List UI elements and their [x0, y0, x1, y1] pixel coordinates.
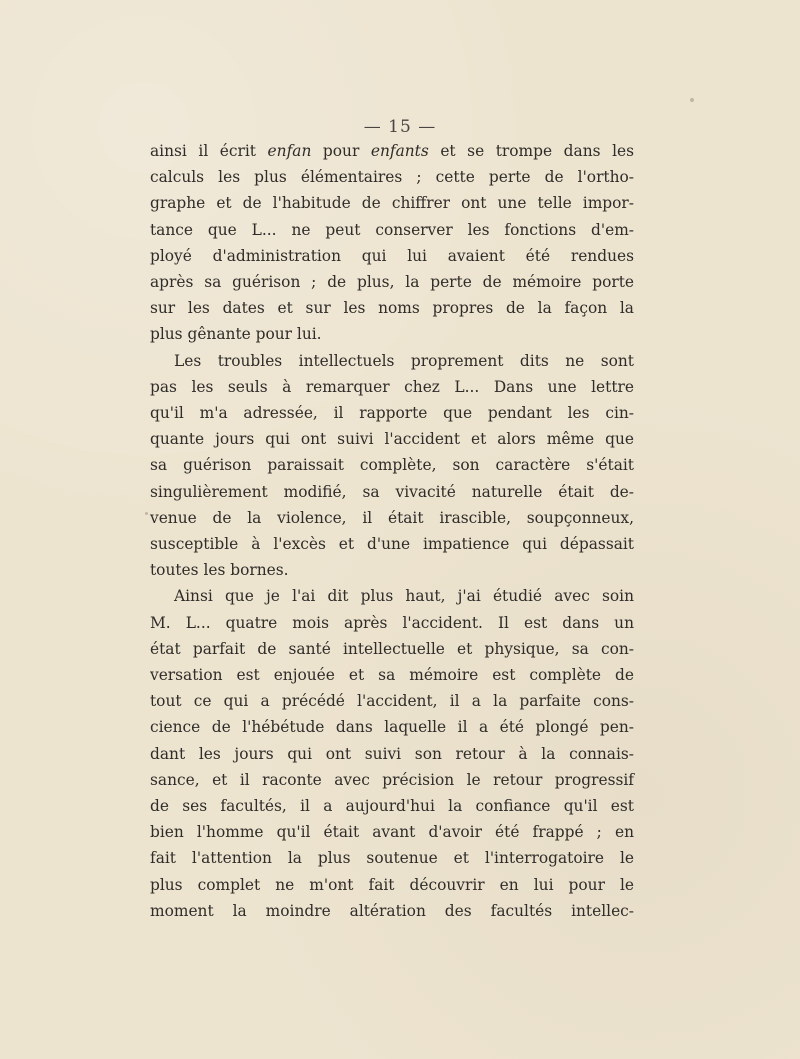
text-run: ainsi il écrit [150, 142, 268, 160]
text-run: quante jours qui ont suivi l'accident et alors même que [150, 430, 634, 449]
paper-speck [690, 98, 694, 102]
text-run: de ses facultés, il a aujourd'hui la confiance qu'il est [150, 797, 634, 816]
text-line [150, 138, 634, 164]
text-line [150, 688, 634, 714]
text-run: singulièrement modifié, sa vivacité naturelle était de- [150, 482, 634, 501]
text-line [150, 505, 634, 531]
text-line [150, 452, 634, 478]
text-run: Ainsi que je l'ai dit plus haut, j'ai étudié avec soin [174, 587, 634, 606]
text-line [150, 767, 634, 793]
text-line [150, 662, 634, 688]
text-line [150, 819, 634, 845]
body-text [150, 138, 634, 924]
text-line [150, 400, 634, 426]
text-line [150, 295, 634, 321]
text-run: versation est enjouée et sa mémoire est complète de [150, 666, 634, 685]
text-line [150, 898, 634, 924]
text-line [150, 348, 634, 374]
text-line [150, 636, 634, 662]
text-run: venue de la violence, il était irascible, soupçonneux, [150, 508, 634, 527]
text-run: M. L... quatre mois après l'accident. Il est dans un [150, 613, 634, 632]
text-line [150, 872, 634, 898]
text-run: dant les jours qui ont suivi son retour à la connais- [150, 744, 634, 763]
text-line [150, 190, 634, 216]
text-run: susceptible à l'excès et d'une impatience qui dépassait [150, 535, 634, 554]
text-run: plus complet ne m'ont fait découvrir en lui pour le [150, 875, 634, 894]
paper-speck [340, 884, 343, 887]
text-line [150, 583, 634, 609]
text-run: Les troubles intellectuels proprement dits ne sont [174, 351, 634, 370]
text-line [150, 531, 634, 557]
text-run: pas les seuls à remarquer chez L... Dans une lettre [150, 377, 634, 396]
text-run: moment la moindre altération des facultés intellec- [150, 901, 634, 920]
text-line [150, 243, 634, 269]
text-run: tance que L... ne peut conserver les fonctions d'em- [150, 220, 634, 239]
text-run: état parfait de santé intellectuelle et physique, sa con- [150, 639, 634, 658]
text-run: sur les dates et sur les noms propres de la façon la [150, 299, 634, 318]
text-run: après sa guérison ; de plus, la perte de mémoire porte [150, 273, 634, 292]
text-run: graphe et de l'habitude de chiffrer ont une telle impor- [150, 194, 634, 213]
text-run: cience de l'hébétude dans laquelle il a été plongé pen- [150, 718, 634, 737]
text-line [150, 479, 634, 505]
text-line [150, 845, 634, 871]
text-run: tout ce qui a précédé l'accident, il a la parfaite cons- [150, 692, 634, 711]
text-run: calculs les plus élémentaires ; cette perte de l'ortho- [150, 168, 634, 187]
italic-text-run: enfants [370, 142, 429, 160]
text-line [150, 374, 634, 400]
text-line [150, 164, 634, 190]
paper-speck [145, 512, 148, 515]
italic-text-run: enfan [267, 142, 312, 160]
text-line [150, 321, 634, 347]
text-run: ployé d'administration qui lui avaient été rendues [150, 246, 634, 265]
text-run: plus gênante pour lui. [150, 325, 322, 344]
text-run: pour [311, 142, 371, 160]
text-line [150, 217, 634, 243]
page-number: — 15 — [363, 117, 437, 137]
text-run: et se trompe dans les [428, 142, 634, 160]
text-run: toutes les bornes. [150, 561, 289, 580]
text-run: fait l'attention la plus soutenue et l'interrogatoire le [150, 849, 634, 868]
text-line [150, 426, 634, 452]
text-line [150, 557, 634, 583]
text-line [150, 741, 634, 767]
text-run: bien l'homme qu'il était avant d'avoir été frappé ; en [150, 823, 634, 842]
text-line [150, 714, 634, 740]
text-run: sance, et il raconte avec précision le retour progressif [150, 770, 634, 789]
text-run: sa guérison paraissait complète, son caractère s'était [150, 456, 634, 475]
text-line [150, 269, 634, 295]
text-line [150, 793, 634, 819]
text-line [150, 610, 634, 636]
text-run: qu'il m'a adressée, il rapporte que pendant les cin- [150, 404, 634, 423]
